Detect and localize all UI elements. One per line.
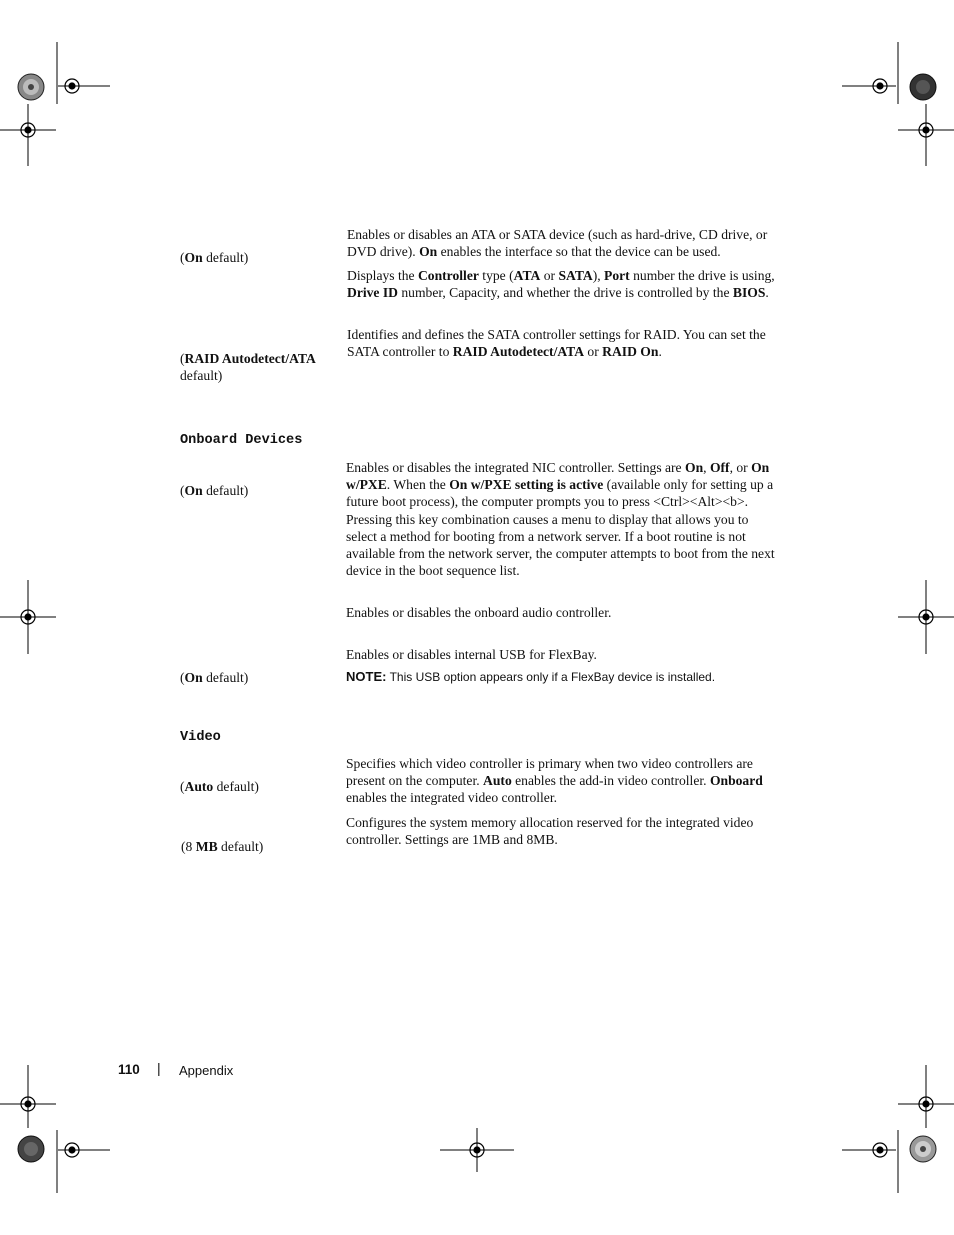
color-wheel-icon xyxy=(910,1136,936,1162)
drive-info-description: Displays the Controller type (ATA or SATA), Port number the drive is using, Drive ID number, Capacity, and whether the drive is controlled by the BIOS. xyxy=(347,268,775,301)
note-label: NOTE: xyxy=(346,669,387,684)
nic-default-label: (On default) xyxy=(180,483,249,498)
video-heading: Video xyxy=(180,730,221,745)
sata-raid-default-label: (RAID Autodetect/ATA default) xyxy=(180,351,316,384)
audio-description: Enables or disables the onboard audio controller. xyxy=(346,605,612,620)
video-primary-default-label: (Auto default) xyxy=(180,779,259,794)
onboard-devices-heading: Onboard Devices xyxy=(180,433,303,448)
sata-device-description: Enables or disables an ATA or SATA device (such as hard-drive, CD drive, or DVD drive). On enables the interface so that the device can be used. xyxy=(347,227,768,260)
nic-boot-paragraph: Pressing this key combination causes a menu to display that allows you to select a method for booting from a network server. If a boot routine is not available from the network server, the computer attempts to boot from the next device in the boot sequence list. xyxy=(346,511,775,579)
video-memory-description: Configures the system memory allocation reserved for the integrated video controller. Settings are 1MB and 8MB. xyxy=(346,815,754,848)
nic-description: Enables or disables the integrated NIC controller. Settings are On, Off, or On w/PXE. When the On w/PXE setting is active (available only for setting up a future boot process), the computer prompts you to press <Ctrl><Alt><b>. Pressing this key combination causes a menu to display that allows you to select a method for booting from a network server. If a boot routine is not available from the network server, the computer attempts to boot from the next device in the boot sequence list. xyxy=(346,459,782,579)
usb-note xyxy=(346,668,782,686)
page-number: 110 xyxy=(118,1062,140,1077)
color-wheel-icon xyxy=(18,74,44,100)
color-wheel-icon xyxy=(910,74,936,100)
footer-separator: | xyxy=(157,1060,161,1076)
usb-description: Enables or disables internal USB for FlexBay. xyxy=(346,647,597,662)
video-memory-default-label: (8 MB default) xyxy=(181,839,264,854)
sata-raid-description: Identifies and defines the SATA controller settings for RAID. You can set the SATA controller to RAID Autodetect/ATA or RAID On. xyxy=(347,327,766,360)
video-primary-description: Specifies which video controller is primary when two video controllers are present on the computer. Auto enables the add-in video controller. Onboard enables the integrated video controller. xyxy=(346,756,763,806)
sata-device-default-label: (On default) xyxy=(180,250,249,265)
color-wheel-icon xyxy=(18,1136,44,1162)
note-text: This USB option appears only if a FlexBay device is installed. xyxy=(386,670,716,684)
usb-default-label: (On default) xyxy=(180,670,249,685)
footer-section-name: Appendix xyxy=(179,1063,234,1078)
